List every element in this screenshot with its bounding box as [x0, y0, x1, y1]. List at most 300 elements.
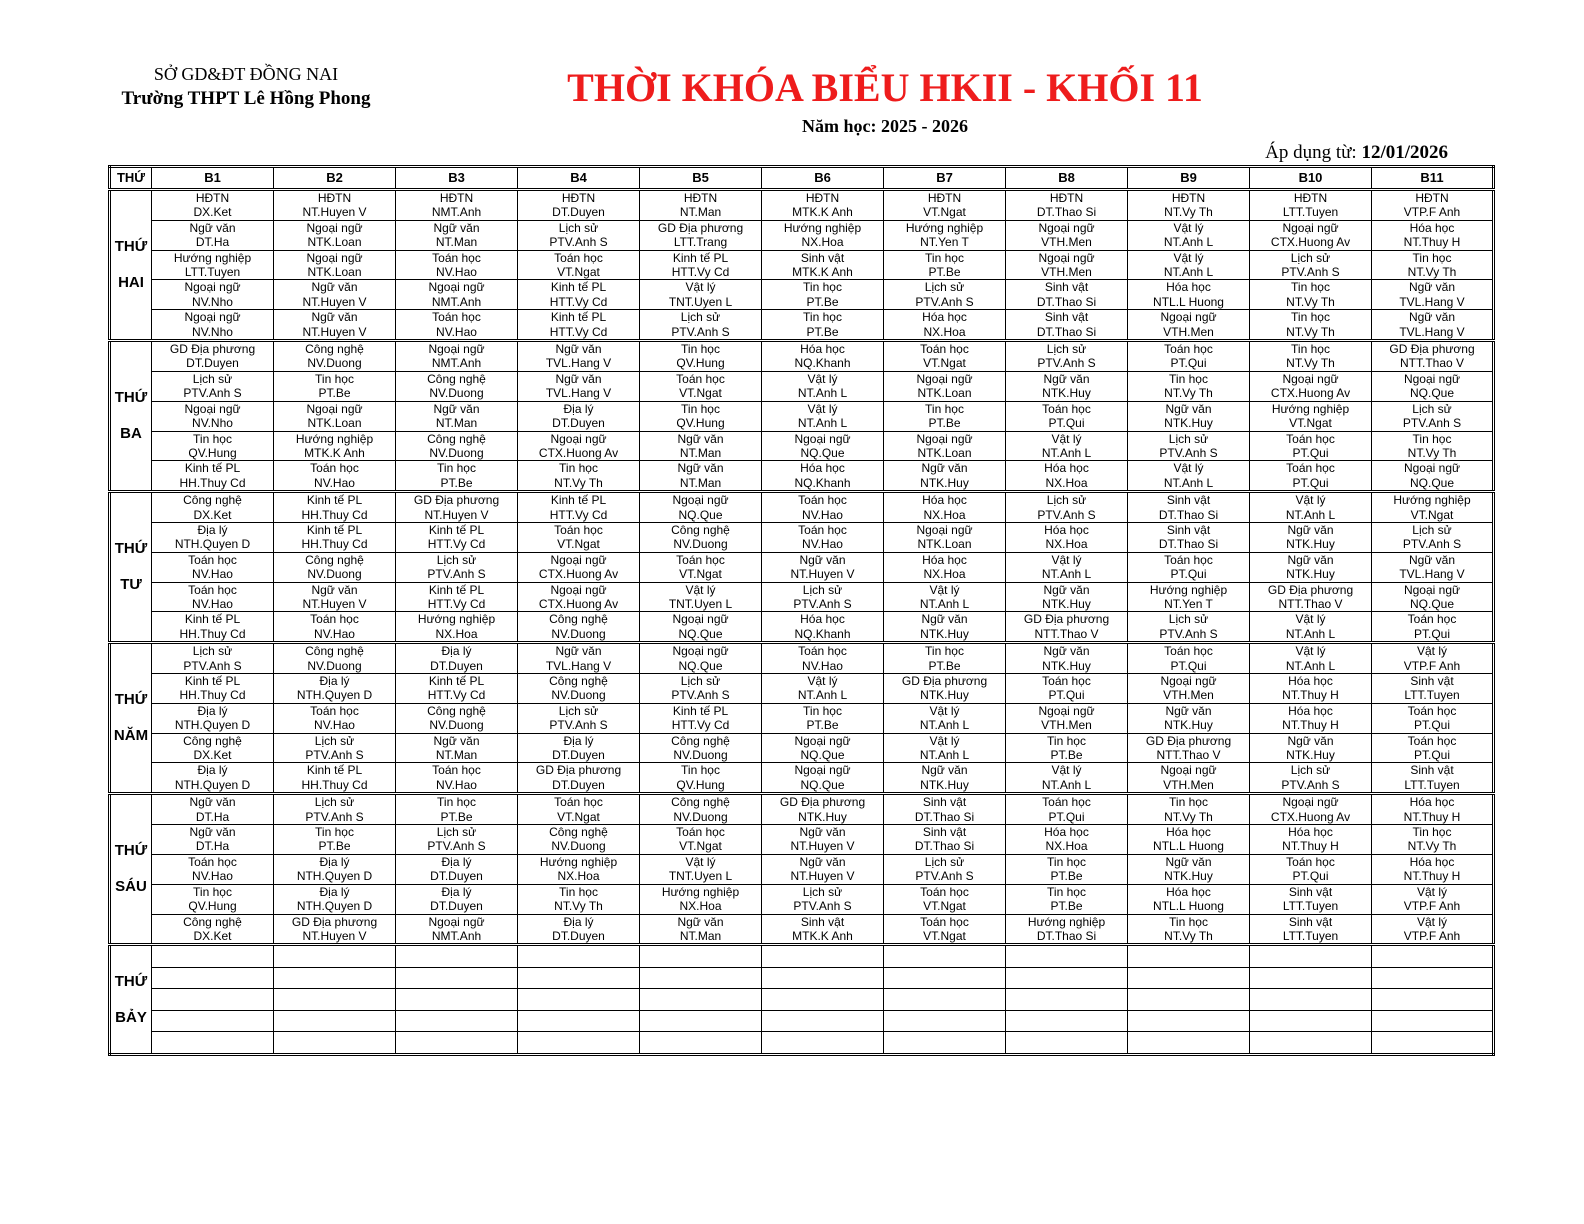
- lesson-subject: Toán học: [432, 763, 481, 778]
- lesson-cell: [1250, 461, 1372, 492]
- lesson-subject: Toán học: [1042, 401, 1091, 416]
- lesson-subject: Ngữ văn: [799, 825, 846, 840]
- lesson-subject: Toán học: [798, 522, 847, 537]
- lesson-cell: [396, 431, 518, 461]
- lesson-cell: [640, 884, 762, 914]
- lesson-teacher: VTH.Men: [1163, 324, 1214, 339]
- lesson-cell: [396, 854, 518, 884]
- lesson-subject: Ngữ văn: [799, 552, 846, 567]
- lesson-teacher: PT.Be: [928, 658, 961, 673]
- lesson-subject: GD Địa phương: [901, 674, 988, 688]
- lesson-subject: Lịch sử: [558, 703, 599, 718]
- lesson-subject: Hóa học: [1044, 461, 1089, 476]
- lesson-cell: [396, 552, 518, 582]
- lesson-teacher: DT.Duyen: [430, 899, 483, 914]
- lesson-cell: [1372, 674, 1494, 704]
- lesson-teacher: LTT.Tuyen: [1404, 688, 1460, 703]
- lesson-cell: [518, 854, 640, 884]
- lesson-subject: Công nghệ: [183, 493, 242, 508]
- lesson-teacher: PTV.Anh S: [1281, 265, 1340, 280]
- lesson-teacher: PT.Be: [440, 809, 473, 824]
- lesson-subject: Ngoại ngữ: [916, 431, 973, 446]
- lesson-cell: [1128, 341, 1250, 372]
- lesson-subject: Ngữ văn: [311, 582, 358, 597]
- empty-cell: [1006, 945, 1128, 968]
- lesson-teacher: PTV.Anh S: [183, 386, 242, 401]
- lesson-subject: Hướng nghiệp: [173, 250, 252, 265]
- lesson-teacher: DT.Duyen: [552, 748, 605, 763]
- lesson-teacher: NTK.Huy: [798, 809, 847, 824]
- lesson-cell: [640, 371, 762, 401]
- lesson-subject: GD Địa phương: [1389, 342, 1475, 357]
- lesson-cell: [762, 582, 884, 612]
- lesson-subject: Ngoại ngữ: [672, 612, 729, 627]
- lesson-cell: [1128, 401, 1250, 431]
- lesson-teacher: PT.Qui: [1170, 658, 1207, 673]
- lesson-cell: [152, 703, 274, 733]
- timetable-header-row: [110, 167, 1494, 190]
- lesson-cell: [396, 461, 518, 492]
- lesson-subject: Công nghệ: [671, 733, 730, 748]
- lesson-teacher: HTT.Vy Cd: [549, 294, 608, 309]
- lesson-subject: Kinh tế PL: [428, 674, 485, 688]
- lesson-cell: [396, 250, 518, 280]
- lesson-subject: Hóa học: [1409, 795, 1455, 810]
- lesson-teacher: CTX.Huong Av: [1270, 809, 1351, 824]
- lesson-cell: [884, 733, 1006, 763]
- lesson-subject: Toán học: [554, 522, 603, 537]
- empty-cell: [518, 945, 640, 968]
- lesson-teacher: PT.Be: [318, 386, 351, 401]
- class-header-b8: B8: [1006, 167, 1128, 190]
- lesson-subject: Ngữ văn: [1408, 310, 1456, 325]
- period-row: [110, 492, 1494, 523]
- lesson-cell: [1250, 552, 1372, 582]
- lesson-subject: Công nghệ: [305, 552, 364, 567]
- period-row: [110, 220, 1494, 250]
- lesson-teacher: NT.Huyen V: [302, 205, 367, 220]
- lesson-subject: Ngữ văn: [555, 644, 602, 659]
- lesson-subject: Ngoại ngữ: [1282, 371, 1339, 386]
- lesson-subject: Ngữ văn: [1165, 854, 1212, 869]
- lesson-cell: [1250, 643, 1372, 674]
- period-row: [110, 733, 1494, 763]
- lesson-teacher: NT.Man: [679, 928, 722, 943]
- lesson-cell: [884, 552, 1006, 582]
- lesson-teacher: NTH.Quyen D: [296, 688, 373, 703]
- empty-cell: [762, 1010, 884, 1032]
- lesson-subject: Toán học: [920, 914, 969, 929]
- lesson-subject: Địa lý: [441, 644, 472, 659]
- lesson-subject: Sinh vật: [1410, 674, 1454, 688]
- lesson-teacher: NT.Huyen V: [302, 294, 367, 309]
- lesson-subject: Toán học: [310, 703, 359, 718]
- lesson-cell: [152, 522, 274, 552]
- lesson-teacher: TVL.Hang V: [1399, 324, 1465, 339]
- lesson-cell: [884, 825, 1006, 855]
- lesson-subject: Hóa học: [1044, 825, 1089, 840]
- lesson-subject: Hóa học: [1288, 674, 1333, 688]
- lesson-cell: [152, 914, 274, 945]
- lesson-cell: [1006, 190, 1128, 221]
- lesson-cell: [518, 763, 640, 794]
- lesson-subject: Ngoại ngữ: [794, 763, 851, 778]
- lesson-subject: Ngữ văn: [1165, 401, 1212, 416]
- lesson-subject: Công nghệ: [305, 342, 364, 357]
- lesson-teacher: NT.Anh L: [1041, 567, 1092, 582]
- lesson-cell: [396, 522, 518, 552]
- lesson-subject: Tin học: [315, 371, 354, 386]
- lesson-subject: Vật lý: [807, 674, 838, 688]
- lesson-cell: [762, 763, 884, 794]
- lesson-subject: Vật lý: [1173, 220, 1204, 235]
- lesson-subject: Tin học: [803, 310, 842, 325]
- lesson-subject: Ngoại ngữ: [550, 582, 607, 597]
- lesson-subject: Ngoại ngữ: [1038, 250, 1095, 265]
- lesson-teacher: DT.Thao Si: [1036, 928, 1097, 943]
- period-row: [110, 280, 1494, 310]
- lesson-teacher: PT.Qui: [1292, 869, 1329, 884]
- lesson-subject: HĐTN: [1293, 191, 1328, 205]
- lesson-cell: [884, 431, 1006, 461]
- empty-cell: [518, 989, 640, 1011]
- lesson-cell: [884, 461, 1006, 492]
- lesson-teacher: NV.Duong: [551, 626, 606, 641]
- lesson-cell: [762, 794, 884, 825]
- lesson-teacher: NTL.L Huong: [1153, 294, 1224, 309]
- lesson-subject: Toán học: [554, 250, 603, 265]
- lesson-cell: [884, 854, 1006, 884]
- lesson-cell: [1006, 552, 1128, 582]
- lesson-teacher: PT.Qui: [1048, 416, 1085, 431]
- lesson-subject: Ngữ văn: [1408, 280, 1456, 295]
- lesson-cell: [1128, 612, 1250, 643]
- empty-cell: [1372, 945, 1494, 968]
- empty-cell: [396, 1010, 518, 1032]
- lesson-teacher: NTK.Huy: [1164, 718, 1213, 733]
- lesson-cell: [1006, 794, 1128, 825]
- lesson-cell: [640, 794, 762, 825]
- empty-cell: [1006, 1010, 1128, 1032]
- lesson-subject: Lịch sử: [1412, 401, 1452, 416]
- empty-cell: [396, 989, 518, 1011]
- lesson-cell: [1372, 733, 1494, 763]
- lesson-subject: Hóa học: [1409, 854, 1455, 869]
- lesson-subject: Toán học: [1042, 795, 1091, 810]
- lesson-teacher: NMT.Anh: [431, 356, 482, 371]
- lesson-teacher: PTV.Anh S: [915, 869, 974, 884]
- lesson-cell: [1372, 854, 1494, 884]
- lesson-teacher: PT.Qui: [1048, 809, 1085, 824]
- lesson-subject: Lịch sử: [802, 582, 843, 597]
- period-row: [110, 341, 1494, 372]
- lesson-subject: Toán học: [1286, 854, 1335, 869]
- lesson-cell: [640, 220, 762, 250]
- lesson-subject: Lịch sử: [1168, 612, 1209, 627]
- lesson-cell: [152, 280, 274, 310]
- empty-cell: [396, 1032, 518, 1055]
- lesson-subject: Ngoại ngữ: [1038, 703, 1095, 718]
- empty-cell: [1006, 989, 1128, 1011]
- period-row: [110, 310, 1494, 341]
- lesson-cell: [1006, 643, 1128, 674]
- lesson-teacher: NX.Hoa: [923, 324, 966, 339]
- lesson-teacher: NTK.Loan: [307, 416, 362, 431]
- lesson-cell: [1128, 461, 1250, 492]
- lesson-teacher: NV.Nho: [192, 324, 233, 339]
- lesson-teacher: NQ.Que: [800, 748, 845, 763]
- lesson-teacher: NV.Duong: [429, 718, 484, 733]
- lesson-teacher: DX.Ket: [193, 748, 232, 763]
- lesson-teacher: NQ.Que: [678, 626, 723, 641]
- lesson-cell: [274, 884, 396, 914]
- lesson-teacher: NT.Vy Th: [1286, 324, 1335, 339]
- lesson-teacher: NX.Hoa: [557, 869, 600, 884]
- lesson-subject: Lịch sử: [1290, 763, 1331, 778]
- lesson-subject: Toán học: [676, 371, 725, 386]
- lesson-teacher: TNT.Uyen L: [668, 869, 733, 884]
- lesson-subject: Ngữ văn: [1165, 703, 1212, 718]
- lesson-subject: Hóa học: [1166, 884, 1211, 899]
- lesson-cell: [1128, 492, 1250, 523]
- lesson-cell: [762, 190, 884, 221]
- lesson-teacher: NTK.Huy: [1164, 869, 1213, 884]
- lesson-subject: Lịch sử: [314, 733, 355, 748]
- lesson-teacher: NV.Duong: [673, 748, 728, 763]
- day-label-line2: BA: [120, 425, 142, 443]
- lesson-cell: [274, 552, 396, 582]
- lesson-subject: Ngoại ngữ: [1282, 795, 1339, 810]
- lesson-subject: Ngoại ngữ: [1403, 371, 1461, 386]
- lesson-teacher: NTK.Huy: [920, 475, 969, 490]
- lesson-subject: Toán học: [1286, 431, 1335, 446]
- lesson-cell: [1006, 674, 1128, 704]
- lesson-subject: Ngữ văn: [1043, 582, 1090, 597]
- empty-cell: [1128, 1010, 1250, 1032]
- lesson-teacher: NTK.Huy: [920, 688, 969, 703]
- lesson-subject: Sinh vật: [1044, 310, 1089, 325]
- period-row: [110, 854, 1494, 884]
- department-name: SỞ GD&ĐT ĐỒNG NAI: [153, 64, 339, 84]
- lesson-teacher: LTT.Tuyen: [184, 265, 241, 280]
- lesson-cell: [640, 250, 762, 280]
- lesson-teacher: PTV.Anh S: [671, 688, 730, 703]
- lesson-cell: [1372, 763, 1494, 794]
- empty-cell: [1372, 989, 1494, 1011]
- lesson-teacher: NT.Vy Th: [554, 899, 603, 914]
- lesson-teacher: VTH.Men: [1163, 688, 1214, 703]
- lesson-cell: [1006, 825, 1128, 855]
- lesson-subject: Sinh vật: [800, 250, 845, 265]
- lesson-subject: Lịch sử: [1168, 431, 1209, 446]
- lesson-teacher: NT.Vy Th: [1407, 445, 1457, 460]
- lesson-teacher: PTV.Anh S: [793, 899, 852, 914]
- lesson-subject: Lịch sử: [436, 825, 477, 840]
- lesson-subject: Kinh tế PL: [184, 612, 241, 627]
- lesson-subject: Ngữ văn: [189, 795, 236, 810]
- lesson-cell: [274, 220, 396, 250]
- lesson-cell: [152, 884, 274, 914]
- lesson-cell: [762, 492, 884, 523]
- lesson-subject: Sinh vật: [1044, 280, 1089, 295]
- lesson-subject: Lịch sử: [924, 854, 965, 869]
- lesson-teacher: NTK.Huy: [1042, 596, 1091, 611]
- lesson-subject: Vật lý: [685, 854, 716, 869]
- lesson-cell: [152, 310, 274, 341]
- empty-cell: [274, 967, 396, 989]
- lesson-subject: Địa lý: [197, 703, 228, 718]
- empty-cell: [762, 945, 884, 968]
- lesson-subject: Ngữ văn: [677, 431, 724, 446]
- lesson-cell: [396, 190, 518, 221]
- lesson-teacher: NT.Anh L: [1163, 265, 1214, 280]
- lesson-cell: [152, 825, 274, 855]
- lesson-subject: Toán học: [920, 884, 969, 899]
- lesson-cell: [396, 492, 518, 523]
- lesson-teacher: PT.Be: [1050, 899, 1083, 914]
- lesson-teacher: PTV.Anh S: [1159, 445, 1218, 460]
- lesson-teacher: NT.Man: [679, 475, 722, 490]
- lesson-cell: [274, 763, 396, 794]
- lesson-teacher: QV.Hung: [188, 899, 237, 914]
- lesson-teacher: PT.Be: [1050, 869, 1083, 884]
- lesson-cell: [1250, 190, 1372, 221]
- lesson-teacher: QV.Hung: [676, 777, 725, 792]
- lesson-teacher: PTV.Anh S: [1402, 537, 1462, 552]
- lesson-teacher: NT.Thuy H: [1282, 718, 1339, 733]
- lesson-cell: [396, 674, 518, 704]
- empty-cell: [152, 989, 274, 1011]
- lesson-cell: [762, 250, 884, 280]
- period-row: [110, 989, 1494, 1011]
- lesson-cell: [152, 763, 274, 794]
- school-year: Năm học: 2025 - 2026: [802, 116, 968, 136]
- lesson-teacher: NV.Hao: [436, 324, 477, 339]
- lesson-subject: Hướng nghiệp: [539, 854, 618, 869]
- lesson-teacher: QV.Hung: [188, 445, 237, 460]
- lesson-cell: [884, 612, 1006, 643]
- lesson-subject: Ngữ văn: [799, 854, 846, 869]
- lesson-cell: [1006, 854, 1128, 884]
- empty-cell: [1250, 967, 1372, 989]
- lesson-subject: HĐTN: [561, 191, 596, 205]
- lesson-teacher: NMT.Anh: [431, 294, 482, 309]
- lesson-subject: Lịch sử: [1046, 342, 1087, 357]
- lesson-teacher: VT.Ngat: [679, 567, 722, 582]
- lesson-subject: Tin học: [437, 461, 476, 476]
- lesson-subject: Lịch sử: [192, 371, 233, 386]
- lesson-cell: [274, 825, 396, 855]
- empty-cell: [1128, 945, 1250, 968]
- lesson-cell: [1372, 522, 1494, 552]
- lesson-cell: [152, 643, 274, 674]
- school-name: Trường THPT Lê Hồng Phong: [121, 88, 371, 109]
- lesson-cell: [1128, 190, 1250, 221]
- lesson-teacher: VTP.F Anh: [1403, 899, 1461, 914]
- empty-cell: [274, 1010, 396, 1032]
- lesson-cell: [1128, 914, 1250, 945]
- period-row: [110, 703, 1494, 733]
- lesson-teacher: PTV.Anh S: [1037, 507, 1096, 522]
- lesson-teacher: NT.Man: [435, 416, 478, 431]
- lesson-cell: [1006, 431, 1128, 461]
- lesson-cell: [640, 612, 762, 643]
- day-label-line2: HAI: [118, 274, 144, 292]
- lesson-teacher: NT.Anh L: [919, 718, 970, 733]
- lesson-cell: [396, 371, 518, 401]
- lesson-subject: GD Địa phương: [1145, 733, 1232, 748]
- lesson-cell: [152, 220, 274, 250]
- lesson-teacher: DT.Ha: [195, 839, 230, 854]
- lesson-teacher: NV.Hao: [802, 507, 843, 522]
- lesson-subject: GD Địa phương: [169, 342, 256, 357]
- lesson-teacher: NV.Duong: [429, 386, 484, 401]
- lesson-subject: Tin học: [925, 250, 964, 265]
- lesson-cell: [640, 341, 762, 372]
- lesson-cell: [1006, 310, 1128, 341]
- lesson-teacher: NT.Man: [679, 445, 722, 460]
- lesson-cell: [884, 401, 1006, 431]
- lesson-subject: Tin học: [437, 795, 476, 810]
- lesson-subject: HĐTN: [805, 191, 840, 205]
- lesson-cell: [274, 794, 396, 825]
- lesson-teacher: NTK.Huy: [1164, 416, 1213, 431]
- lesson-cell: [1372, 643, 1494, 674]
- period-row: [110, 643, 1494, 674]
- lesson-teacher: NTK.Huy: [1286, 567, 1335, 582]
- lesson-teacher: MTK.K Anh: [792, 928, 853, 943]
- lesson-teacher: NTK.Huy: [1286, 537, 1335, 552]
- lesson-teacher: NTK.Huy: [920, 626, 969, 641]
- lesson-subject: Kinh tế PL: [306, 522, 363, 537]
- day-label-line1: THỨ: [114, 238, 148, 256]
- lesson-cell: [1250, 884, 1372, 914]
- lesson-cell: [762, 341, 884, 372]
- lesson-cell: [884, 522, 1006, 552]
- lesson-subject: Ngoại ngữ: [1160, 674, 1217, 688]
- period-row: [110, 522, 1494, 552]
- lesson-cell: [518, 461, 640, 492]
- lesson-cell: [1006, 703, 1128, 733]
- lesson-subject: Vật lý: [685, 582, 716, 597]
- lesson-cell: [274, 431, 396, 461]
- lesson-teacher: CTX.Huong Av: [538, 567, 619, 582]
- lesson-teacher: VTP.F Anh: [1403, 205, 1461, 220]
- lesson-subject: Lịch sử: [924, 280, 965, 295]
- lesson-subject: Kinh tế PL: [184, 461, 241, 476]
- lesson-cell: [396, 733, 518, 763]
- lesson-teacher: PT.Qui: [1048, 688, 1085, 703]
- lesson-subject: Toán học: [432, 310, 481, 325]
- lesson-subject: HĐTN: [317, 191, 352, 205]
- lesson-cell: [1372, 884, 1494, 914]
- lesson-cell: [1128, 884, 1250, 914]
- lesson-subject: Tin học: [681, 763, 720, 778]
- empty-cell: [152, 1032, 274, 1055]
- lesson-cell: [152, 401, 274, 431]
- lesson-subject: Lịch sử: [558, 220, 599, 235]
- lesson-teacher: NT.Anh L: [1163, 475, 1214, 490]
- lesson-teacher: NT.Vy Th: [1407, 265, 1457, 280]
- lesson-teacher: NT.Anh L: [919, 748, 970, 763]
- lesson-subject: Kinh tế PL: [672, 250, 729, 265]
- lesson-teacher: NT.Vy Th: [554, 475, 603, 490]
- class-header-b1: B1: [152, 167, 274, 190]
- lesson-teacher: NT.Thuy H: [1403, 869, 1461, 884]
- lesson-teacher: NT.Huyen V: [302, 324, 367, 339]
- lesson-subject: Địa lý: [197, 522, 228, 537]
- lesson-teacher: DT.Thao Si: [914, 809, 975, 824]
